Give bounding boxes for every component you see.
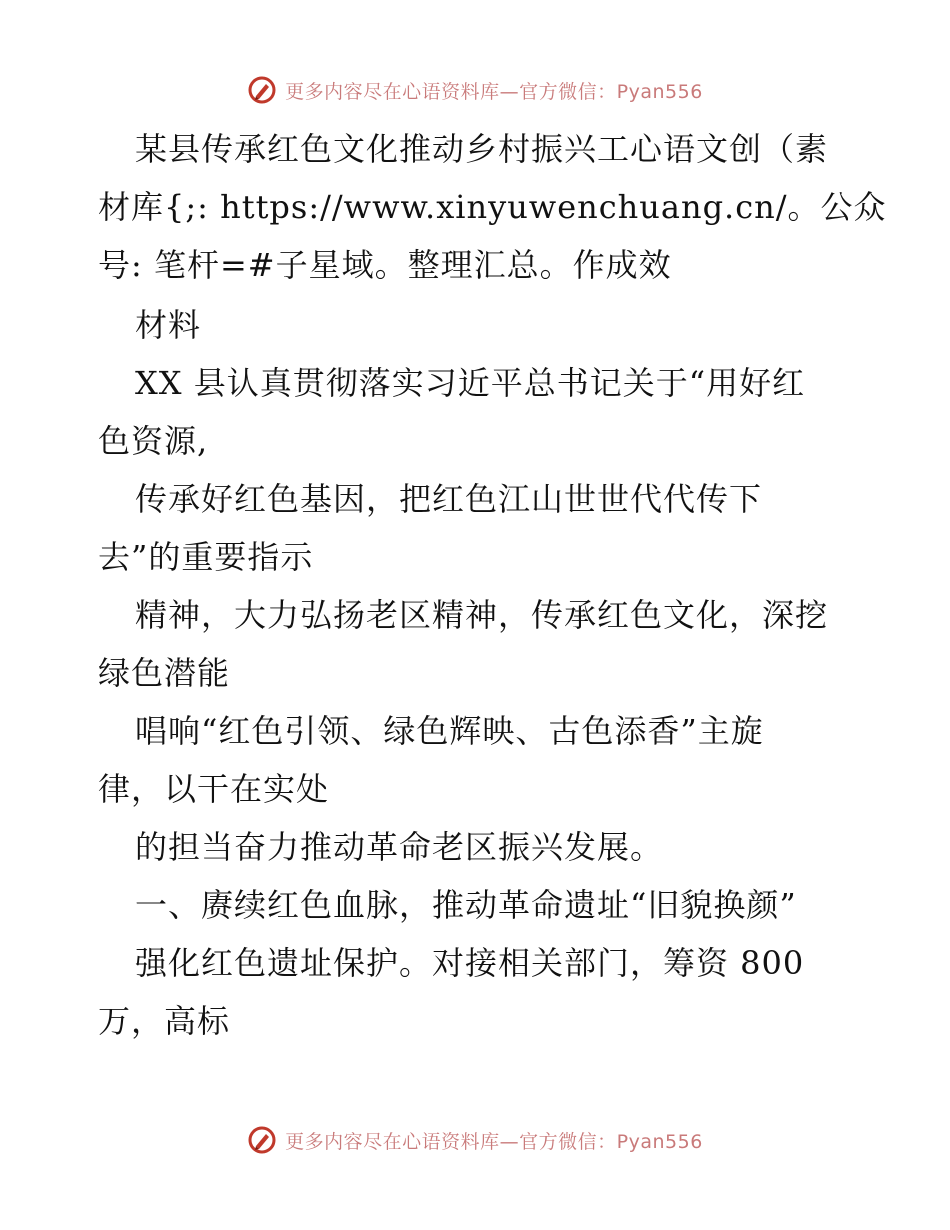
text-line: 某县传承红色文化推动乡村振兴工心语文创（素: [135, 130, 829, 168]
banner-text: 更多内容尽在心语资料库—官方微信：Pyan556: [285, 1130, 703, 1153]
text-line: 的担当奋力推动革命老区振兴发展。: [135, 828, 664, 866]
text-line: 材库{;: https://www.xinyuwenchuang.cn/。公众: [98, 188, 887, 226]
text-line: 传承好红色基因，把红色江山世世代代传下: [135, 480, 763, 518]
text-line: 万，高标: [98, 1002, 231, 1040]
text-line: XX 县认真贯彻落实习近平总书记关于“用好红: [135, 364, 806, 402]
text-line: 唱响“红色引领、绿色辉映、古色添香”主旋: [135, 712, 764, 750]
text-line: 去”的重要指示: [98, 538, 314, 576]
text-line: 律，以干在实处: [98, 770, 330, 808]
pen-logo-icon: [247, 75, 277, 105]
section-heading: 一、赓续红色血脉，推动革命遗址“旧貌换颜”: [135, 886, 797, 924]
text-line: 绿色潜能: [98, 654, 231, 692]
banner-text: 更多内容尽在心语资料库—官方微信：Pyan556: [285, 80, 703, 103]
text-line: 色资源,: [98, 422, 209, 460]
text-line: 强化红色遗址保护。对接相关部门，筹资 800: [135, 944, 805, 982]
text-line: 材料: [135, 306, 202, 344]
text-line: 精神，大力弘扬老区精神，传承红色文化，深挖: [135, 596, 829, 634]
footer-watermark-banner: [0, 1120, 950, 1160]
text-line: 号: 笔杆=#子星域。整理汇总。作成效: [98, 246, 672, 284]
pen-logo-icon: [247, 1125, 277, 1155]
header-watermark-banner: [0, 70, 950, 110]
